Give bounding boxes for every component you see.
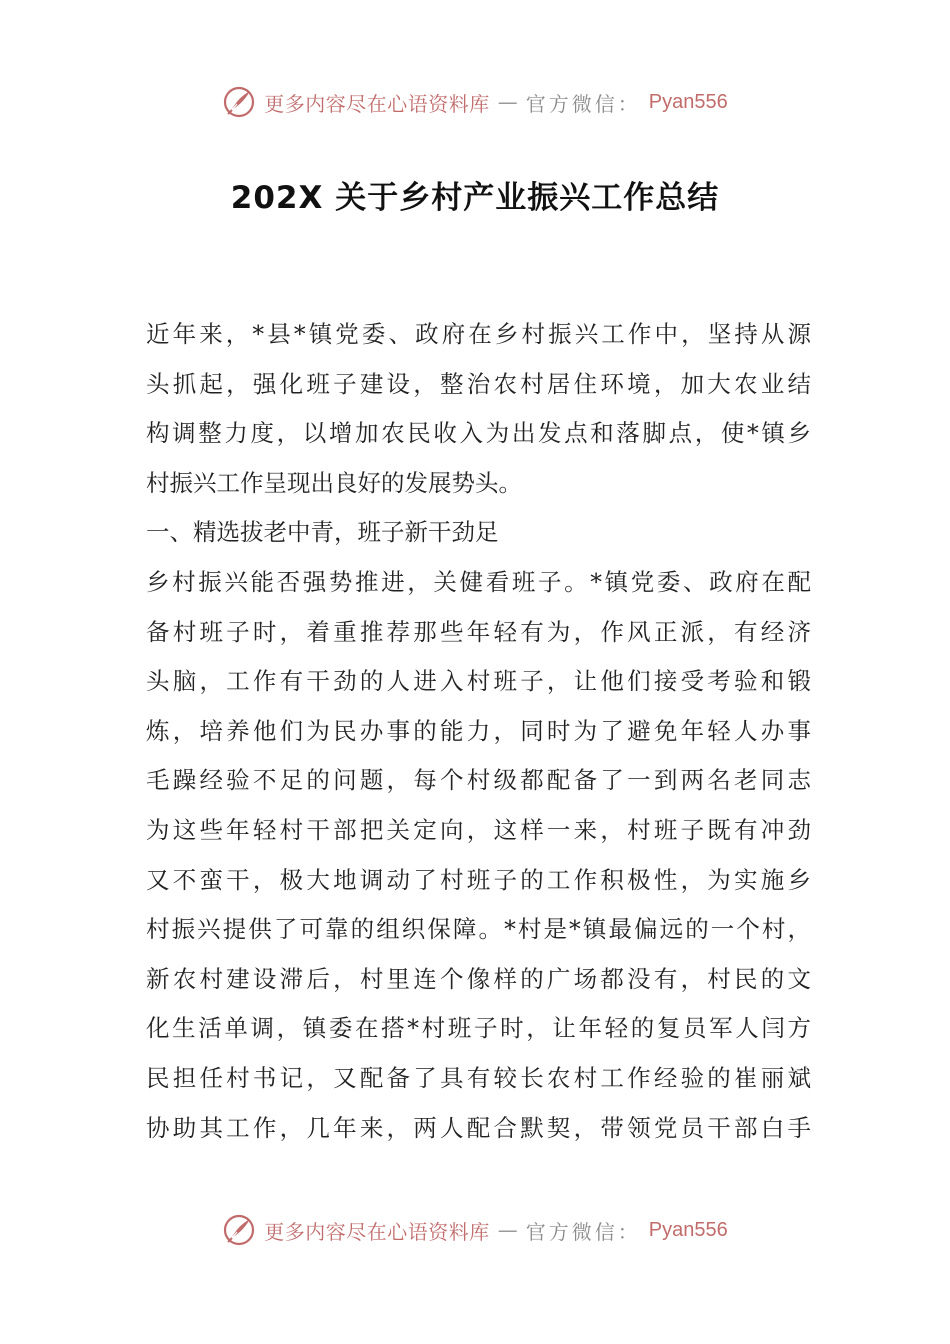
body-line: 新农村建设滞后，村里连个像样的广场都没有，村民的文 xyxy=(146,964,811,993)
body-line: 毛躁经验不足的问题，每个村级都配备了一到两名老同志 xyxy=(146,766,811,795)
quill-pen-logo-icon xyxy=(222,85,256,119)
watermark-official-label: 官方微信： xyxy=(525,1219,641,1244)
body-line: 为这些年轻村干部把关定向，这样一来，村班子既有冲劲 xyxy=(146,815,811,844)
body-line: 备村班子时，着重推荐那些年轻有为，作风正派，有经济 xyxy=(146,617,811,646)
body-line: 头脑，工作有干劲的人进入村班子，让他们接受考验和锻 xyxy=(146,667,811,696)
watermark-account: Pyan556 xyxy=(648,1218,728,1241)
quill-pen-logo-icon xyxy=(222,1213,256,1247)
footer-watermark xyxy=(0,1210,950,1250)
body-line: 炼，培养他们为民办事的能力，同时为了避免年轻人办事 xyxy=(146,716,811,745)
document-title: 202X 关于乡村产业振兴工作总结 xyxy=(230,180,720,216)
watermark-text: 更多内容尽在心语资料库 xyxy=(264,1219,490,1244)
watermark-separator: — xyxy=(497,1218,518,1242)
body-line: 乡村振兴能否强势推进，关健看班子。*镇党委、政府在配 xyxy=(146,567,811,596)
watermark-official-label: 官方微信： xyxy=(525,91,641,116)
body-line: 村振兴提供了可靠的组织保障。*村是*镇最偏远的一个村， xyxy=(146,915,811,944)
body-line: 村振兴工作呈现出良好的发展势头。 xyxy=(146,468,522,497)
body-line: 民担任村书记，又配备了具有较长农村工作经验的崔丽斌 xyxy=(146,1063,811,1092)
watermark-account: Pyan556 xyxy=(648,90,728,113)
header-watermark xyxy=(0,82,950,122)
body-line: 头抓起，强化班子建设，整治农村居住环境，加大农业结 xyxy=(146,369,811,398)
section-heading: 一、精选拔老中青，班子新干劲足 xyxy=(146,518,499,547)
watermark-text: 更多内容尽在心语资料库 xyxy=(264,91,490,116)
document-body xyxy=(146,310,811,1153)
watermark-separator: — xyxy=(497,90,518,114)
body-line: 又不蛮干，极大地调动了村班子的工作积极性，为实施乡 xyxy=(146,865,811,894)
body-line: 近年来，*县*镇党委、政府在乡村振兴工作中，坚持从源 xyxy=(146,320,811,348)
body-line: 化生活单调，镇委在搭*村班子时，让年轻的复员军人闫方 xyxy=(146,1014,811,1043)
body-line: 构调整力度，以增加农民收入为出发点和落脚点，使*镇乡 xyxy=(146,419,811,448)
body-line: 协助其工作，几年来，两人配合默契，带领党员干部白手 xyxy=(146,1113,811,1142)
